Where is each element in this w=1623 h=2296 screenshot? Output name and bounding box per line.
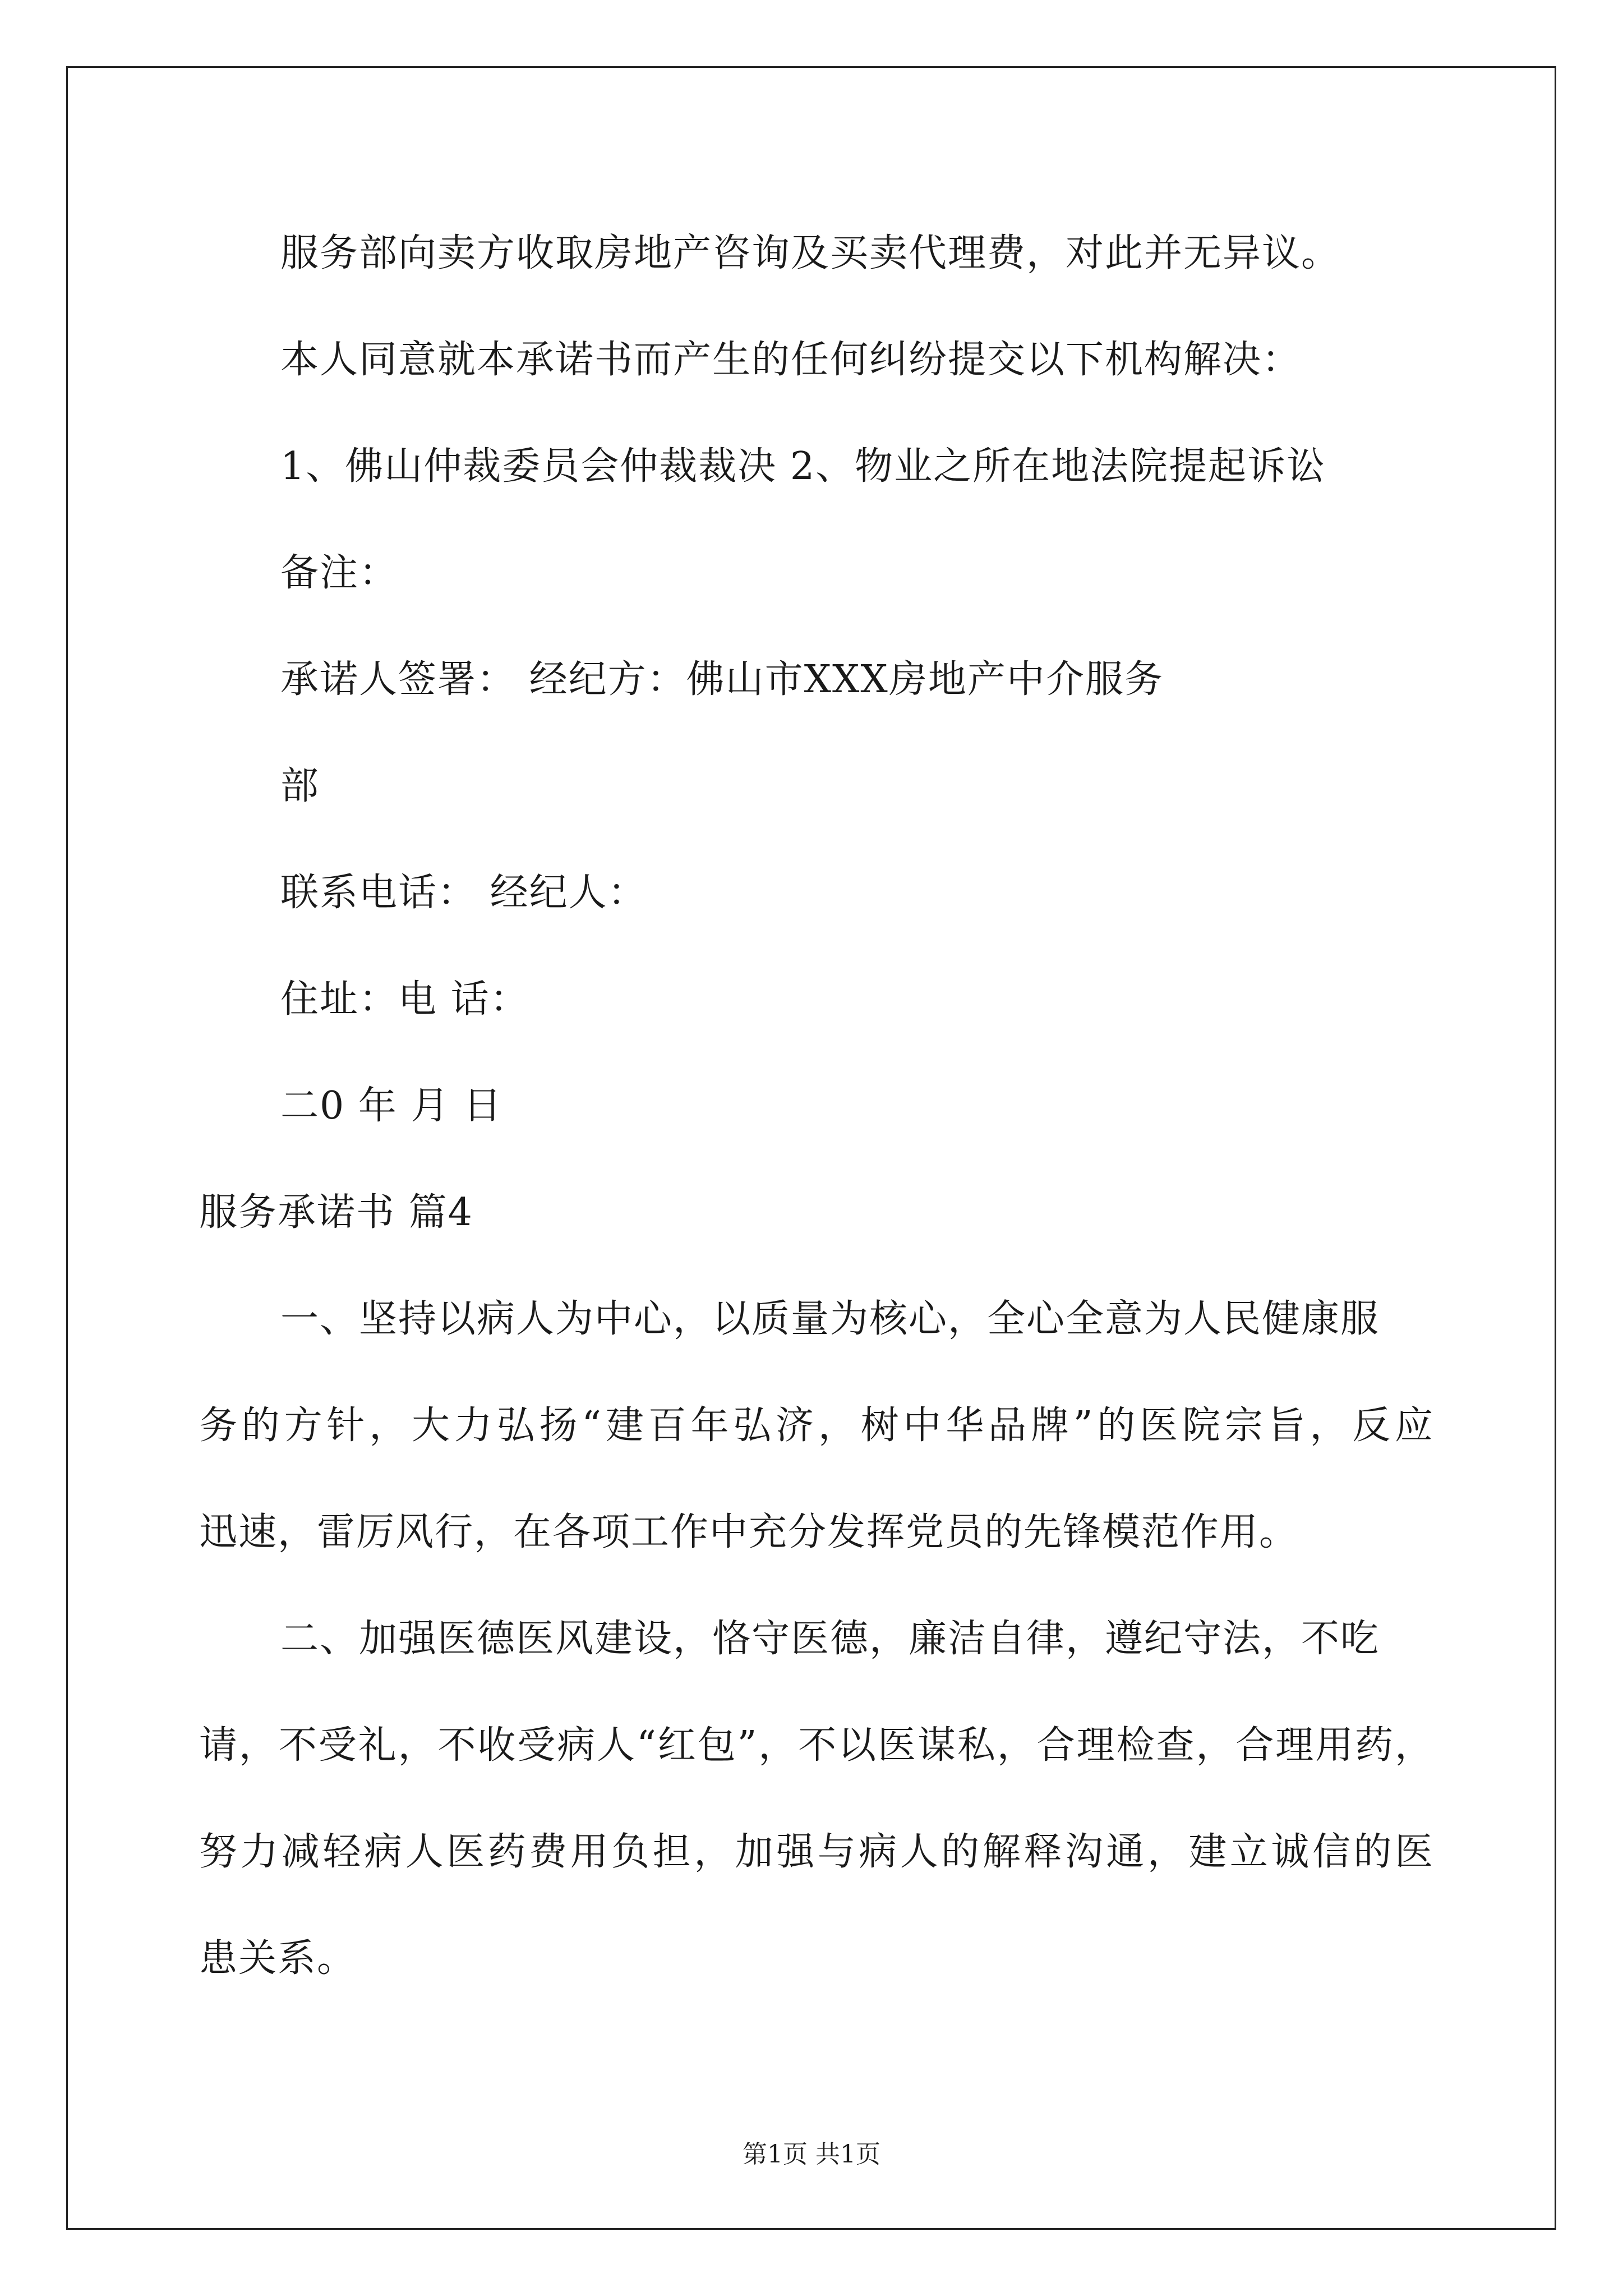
paragraph-2-line-3: 努力减轻病人医药费用负担，加强与病人的解释沟通，建立诚信的医 <box>199 1830 1433 1874</box>
paragraph-2-line-2: 请，不受礼，不收受病人“红包”，不以医谋私，合理检查，合理用药， <box>199 1723 1433 1768</box>
paragraph-1-line-3: 迅速，雷厉风行，在各项工作中充分发挥党员的先锋模范作用。 <box>199 1510 1299 1554</box>
text-line-5: 承诺人签署： 经纪方：佛山市XXX房地产中介服务 <box>280 657 1164 702</box>
text-line-4: 备注： <box>280 551 399 595</box>
page-border <box>66 66 1556 2230</box>
text-line-2: 本人同意就本承诺书而产生的任何纠纷提交以下机构解决： <box>280 338 1302 382</box>
text-line-3: 1、佛山仲裁委员会仲裁裁决 2、物业之所在地法院提起诉讼 <box>280 444 1326 489</box>
paragraph-2-line-4: 患关系。 <box>199 1936 357 1981</box>
text-line-8: 住址：电 话： <box>280 977 529 1022</box>
text-line-9: 二0 年 月 日 <box>280 1084 503 1128</box>
text-line-1: 服务部向卖方收取房地产咨询及买卖代理费，对此并无异议。 <box>280 231 1341 275</box>
paragraph-2-line-1: 二、加强医德医风建设，恪守医德，廉洁自律，遵纪守法，不吃 <box>280 1617 1380 1661</box>
text-line-7: 联系电话： 经纪人： <box>280 871 647 915</box>
paragraph-1-line-2: 务的方针，大力弘扬“建百年弘济，树中华品牌”的医院宗旨，反应 <box>199 1404 1433 1448</box>
text-line-6: 部 <box>280 764 320 808</box>
section-title: 服务承诺书 篇4 <box>199 1190 473 1235</box>
paragraph-1-line-1: 一、坚持以病人为中心，以质量为核心，全心全意为人民健康服 <box>280 1297 1380 1341</box>
page-number-footer: 第1页 共1页 <box>743 2140 880 2169</box>
